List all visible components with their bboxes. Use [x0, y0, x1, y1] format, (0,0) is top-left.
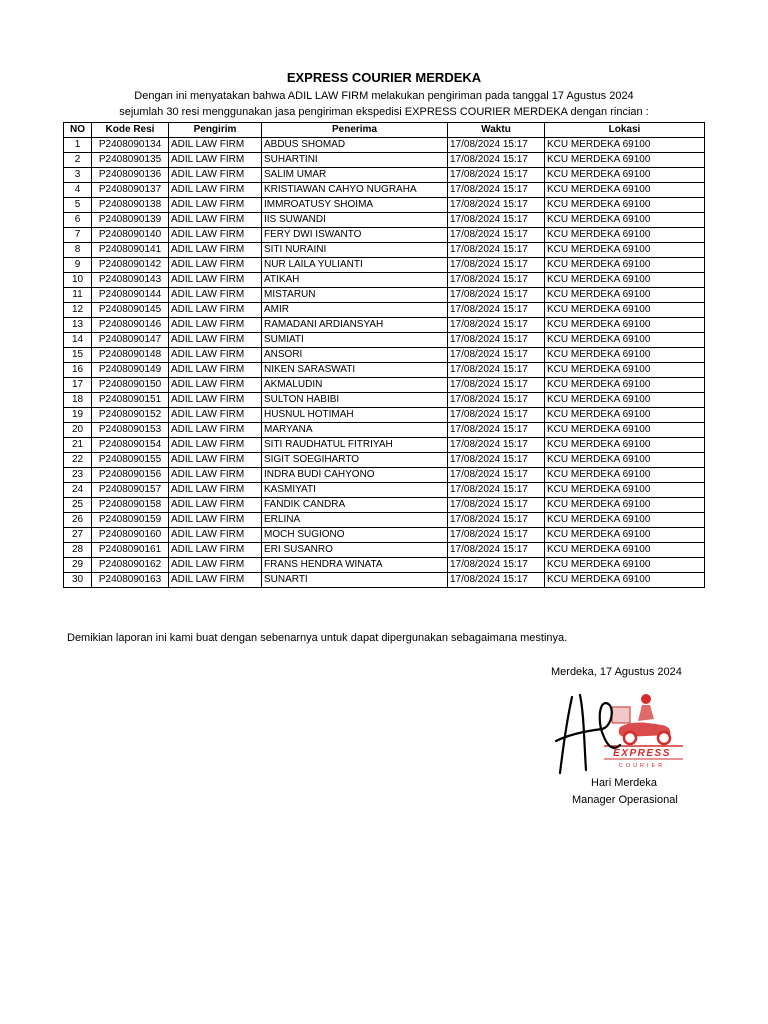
cell-waktu: 17/08/2024 15:17	[448, 303, 545, 318]
header-penerima: Penerima	[262, 123, 448, 138]
cell-kode: P2408090146	[92, 318, 169, 333]
cell-pengirim: ADIL LAW FIRM	[169, 153, 262, 168]
cell-kode: P2408090156	[92, 468, 169, 483]
cell-no: 12	[64, 303, 92, 318]
cell-no: 15	[64, 348, 92, 363]
table-row	[64, 438, 705, 453]
cell-lokasi: KCU MERDEKA 69100	[545, 528, 705, 543]
cell-waktu: 17/08/2024 15:17	[448, 543, 545, 558]
cell-kode: P2408090163	[92, 573, 169, 588]
cell-lokasi: KCU MERDEKA 69100	[545, 348, 705, 363]
cell-pengirim: ADIL LAW FIRM	[169, 258, 262, 273]
cell-no: 19	[64, 408, 92, 423]
shipment-table	[63, 122, 705, 588]
cell-no: 2	[64, 153, 92, 168]
cell-pengirim: ADIL LAW FIRM	[169, 513, 262, 528]
cell-kode: P2408090141	[92, 243, 169, 258]
cell-penerima: AMIR	[262, 303, 448, 318]
cell-penerima: SITI RAUDHATUL FITRIYAH	[262, 438, 448, 453]
cell-kode: P2408090149	[92, 363, 169, 378]
cell-penerima: SALIM UMAR	[262, 168, 448, 183]
rider-body-icon	[638, 705, 654, 721]
header-pengirim: Pengirim	[169, 123, 262, 138]
table-row	[64, 483, 705, 498]
cell-kode: P2408090145	[92, 303, 169, 318]
table-row	[64, 153, 705, 168]
cell-waktu: 17/08/2024 15:17	[448, 243, 545, 258]
cell-kode: P2408090161	[92, 543, 169, 558]
cell-waktu: 17/08/2024 15:17	[448, 423, 545, 438]
cell-no: 26	[64, 513, 92, 528]
cell-kode: P2408090144	[92, 288, 169, 303]
cell-no: 18	[64, 393, 92, 408]
table-row	[64, 348, 705, 363]
cell-lokasi: KCU MERDEKA 69100	[545, 363, 705, 378]
cell-waktu: 17/08/2024 15:17	[448, 258, 545, 273]
cell-penerima: IMMROATUSY SHOIMA	[262, 198, 448, 213]
cell-kode: P2408090150	[92, 378, 169, 393]
cell-no: 4	[64, 183, 92, 198]
cell-pengirim: ADIL LAW FIRM	[169, 183, 262, 198]
logo-tagline-text: COURIER	[618, 763, 666, 769]
cell-penerima: SUHARTINI	[262, 153, 448, 168]
cell-lokasi: KCU MERDEKA 69100	[545, 513, 705, 528]
signature-and-logo	[550, 685, 690, 775]
rider-head-icon	[641, 694, 651, 704]
cell-no: 16	[64, 363, 92, 378]
cell-no: 3	[64, 168, 92, 183]
table-row	[64, 243, 705, 258]
cell-waktu: 17/08/2024 15:17	[448, 168, 545, 183]
table-row	[64, 288, 705, 303]
cell-no: 6	[64, 213, 92, 228]
cell-pengirim: ADIL LAW FIRM	[169, 498, 262, 513]
cell-kode: P2408090152	[92, 408, 169, 423]
cell-lokasi: KCU MERDEKA 69100	[545, 393, 705, 408]
cell-pengirim: ADIL LAW FIRM	[169, 198, 262, 213]
document-title: EXPRESS COURIER MERDEKA	[286, 70, 482, 85]
cell-pengirim: ADIL LAW FIRM	[169, 243, 262, 258]
cell-kode: P2408090135	[92, 153, 169, 168]
cell-waktu: 17/08/2024 15:17	[448, 273, 545, 288]
cell-penerima: IIS SUWANDI	[262, 213, 448, 228]
cell-pengirim: ADIL LAW FIRM	[169, 423, 262, 438]
signer-title: Manager Operasional	[572, 794, 678, 806]
cell-lokasi: KCU MERDEKA 69100	[545, 303, 705, 318]
table-row	[64, 558, 705, 573]
cell-penerima: SIGIT SOEGIHARTO	[262, 453, 448, 468]
table-row	[64, 453, 705, 468]
cell-pengirim: ADIL LAW FIRM	[169, 378, 262, 393]
cell-no: 20	[64, 423, 92, 438]
cell-no: 24	[64, 483, 92, 498]
cell-lokasi: KCU MERDEKA 69100	[545, 153, 705, 168]
cell-no: 9	[64, 258, 92, 273]
cell-penerima: FANDIK CANDRA	[262, 498, 448, 513]
cell-no: 7	[64, 228, 92, 243]
cell-no: 27	[64, 528, 92, 543]
scooter-rear-wheel-icon	[624, 732, 636, 744]
table-row	[64, 378, 705, 393]
cell-waktu: 17/08/2024 15:17	[448, 468, 545, 483]
cell-kode: P2408090140	[92, 228, 169, 243]
table-row	[64, 573, 705, 588]
cell-pengirim: ADIL LAW FIRM	[169, 453, 262, 468]
cell-no: 23	[64, 468, 92, 483]
cell-waktu: 17/08/2024 15:17	[448, 183, 545, 198]
cell-kode: P2408090142	[92, 258, 169, 273]
place-date: Merdeka, 17 Agustus 2024	[551, 666, 682, 678]
cell-penerima: HUSNUL HOTIMAH	[262, 408, 448, 423]
cell-no: 5	[64, 198, 92, 213]
cell-penerima: ATIKAH	[262, 273, 448, 288]
cell-penerima: KRISTIAWAN CAHYO NUGRAHA	[262, 183, 448, 198]
scooter-front-wheel-icon	[658, 732, 670, 744]
cell-lokasi: KCU MERDEKA 69100	[545, 453, 705, 468]
cell-penerima: SULTON HABIBI	[262, 393, 448, 408]
table-row	[64, 213, 705, 228]
signer-name: Hari Merdeka	[591, 777, 658, 789]
cell-no: 29	[64, 558, 92, 573]
cell-lokasi: KCU MERDEKA 69100	[545, 423, 705, 438]
cell-lokasi: KCU MERDEKA 69100	[545, 558, 705, 573]
cell-penerima: MARYANA	[262, 423, 448, 438]
cell-pengirim: ADIL LAW FIRM	[169, 543, 262, 558]
table-row	[64, 138, 705, 153]
logo-brand-text: EXPRESS	[613, 748, 671, 759]
cell-kode: P2408090160	[92, 528, 169, 543]
cell-lokasi: KCU MERDEKA 69100	[545, 573, 705, 588]
cell-penerima: INDRA BUDI CAHYONO	[262, 468, 448, 483]
cell-pengirim: ADIL LAW FIRM	[169, 288, 262, 303]
cell-no: 17	[64, 378, 92, 393]
header-no: NO	[64, 123, 92, 138]
cell-pengirim: ADIL LAW FIRM	[169, 483, 262, 498]
table-row	[64, 198, 705, 213]
cell-lokasi: KCU MERDEKA 69100	[545, 243, 705, 258]
cell-lokasi: KCU MERDEKA 69100	[545, 183, 705, 198]
cell-waktu: 17/08/2024 15:17	[448, 198, 545, 213]
cell-penerima: ERI SUSANRO	[262, 543, 448, 558]
table-row	[64, 258, 705, 273]
cell-pengirim: ADIL LAW FIRM	[169, 408, 262, 423]
cell-waktu: 17/08/2024 15:17	[448, 408, 545, 423]
cell-lokasi: KCU MERDEKA 69100	[545, 333, 705, 348]
cell-lokasi: KCU MERDEKA 69100	[545, 378, 705, 393]
table-row	[64, 183, 705, 198]
cell-kode: P2408090147	[92, 333, 169, 348]
table-row	[64, 543, 705, 558]
cell-lokasi: KCU MERDEKA 69100	[545, 198, 705, 213]
cell-no: 13	[64, 318, 92, 333]
table-row	[64, 498, 705, 513]
signature-stamp-area	[550, 685, 690, 775]
cell-lokasi: KCU MERDEKA 69100	[545, 318, 705, 333]
cell-no: 8	[64, 243, 92, 258]
cell-lokasi: KCU MERDEKA 69100	[545, 438, 705, 453]
table-row	[64, 168, 705, 183]
cell-kode: P2408090159	[92, 513, 169, 528]
cell-waktu: 17/08/2024 15:17	[448, 228, 545, 243]
cell-no: 28	[64, 543, 92, 558]
cell-kode: P2408090136	[92, 168, 169, 183]
cell-lokasi: KCU MERDEKA 69100	[545, 228, 705, 243]
cell-kode: P2408090139	[92, 213, 169, 228]
cell-pengirim: ADIL LAW FIRM	[169, 468, 262, 483]
cell-kode: P2408090151	[92, 393, 169, 408]
cell-waktu: 17/08/2024 15:17	[448, 378, 545, 393]
header-lokasi: Lokasi	[545, 123, 705, 138]
cell-kode: P2408090154	[92, 438, 169, 453]
cell-pengirim: ADIL LAW FIRM	[169, 333, 262, 348]
cell-lokasi: KCU MERDEKA 69100	[545, 213, 705, 228]
cell-penerima: ERLINA	[262, 513, 448, 528]
cell-penerima: SUNARTI	[262, 573, 448, 588]
intro-line-2: sejumlah 30 resi menggunakan jasa pengiriman ekspedisi EXPRESS COURIER MERDEKA dengan rincian :	[119, 106, 649, 118]
cell-waktu: 17/08/2024 15:17	[448, 363, 545, 378]
cell-lokasi: KCU MERDEKA 69100	[545, 273, 705, 288]
cell-pengirim: ADIL LAW FIRM	[169, 348, 262, 363]
cell-waktu: 17/08/2024 15:17	[448, 453, 545, 468]
cell-pengirim: ADIL LAW FIRM	[169, 213, 262, 228]
closing-statement: Demikian laporan ini kami buat dengan sebenarnya untuk dapat dipergunakan sebagaimana mestinya.	[67, 632, 568, 644]
table-row	[64, 333, 705, 348]
table-row	[64, 393, 705, 408]
cell-lokasi: KCU MERDEKA 69100	[545, 543, 705, 558]
table-row	[64, 228, 705, 243]
cell-no: 25	[64, 498, 92, 513]
cell-penerima: KASMIYATI	[262, 483, 448, 498]
cell-penerima: NIKEN SARASWATI	[262, 363, 448, 378]
cell-no: 14	[64, 333, 92, 348]
table-row	[64, 468, 705, 483]
cell-waktu: 17/08/2024 15:17	[448, 138, 545, 153]
table-row	[64, 318, 705, 333]
cell-lokasi: KCU MERDEKA 69100	[545, 468, 705, 483]
cell-kode: P2408090137	[92, 183, 169, 198]
cell-pengirim: ADIL LAW FIRM	[169, 303, 262, 318]
table-row	[64, 273, 705, 288]
cell-kode: P2408090143	[92, 273, 169, 288]
table-row	[64, 303, 705, 318]
cell-kode: P2408090138	[92, 198, 169, 213]
cell-waktu: 17/08/2024 15:17	[448, 348, 545, 363]
cell-waktu: 17/08/2024 15:17	[448, 483, 545, 498]
express-courier-logo	[604, 694, 683, 769]
cell-waktu: 17/08/2024 15:17	[448, 558, 545, 573]
cell-penerima: ANSORI	[262, 348, 448, 363]
table-row	[64, 408, 705, 423]
cell-lokasi: KCU MERDEKA 69100	[545, 288, 705, 303]
cell-penerima: FERY DWI ISWANTO	[262, 228, 448, 243]
cell-waktu: 17/08/2024 15:17	[448, 498, 545, 513]
table-body	[64, 138, 705, 588]
cell-pengirim: ADIL LAW FIRM	[169, 438, 262, 453]
cell-penerima: MOCH SUGIONO	[262, 528, 448, 543]
cell-waktu: 17/08/2024 15:17	[448, 393, 545, 408]
cell-kode: P2408090162	[92, 558, 169, 573]
cell-pengirim: ADIL LAW FIRM	[169, 318, 262, 333]
table-row	[64, 423, 705, 438]
cell-kode: P2408090153	[92, 423, 169, 438]
cell-penerima: NUR LAILA YULIANTI	[262, 258, 448, 273]
cell-penerima: FRANS HENDRA WINATA	[262, 558, 448, 573]
cell-pengirim: ADIL LAW FIRM	[169, 273, 262, 288]
cell-kode: P2408090157	[92, 483, 169, 498]
header-kode-resi: Kode Resi	[92, 123, 169, 138]
parcel-box-icon	[612, 707, 630, 723]
cell-waktu: 17/08/2024 15:17	[448, 573, 545, 588]
table-row	[64, 363, 705, 378]
cell-waktu: 17/08/2024 15:17	[448, 513, 545, 528]
table-row	[64, 513, 705, 528]
cell-kode: P2408090148	[92, 348, 169, 363]
cell-kode: P2408090134	[92, 138, 169, 153]
cell-penerima: AKMALUDIN	[262, 378, 448, 393]
cell-lokasi: KCU MERDEKA 69100	[545, 138, 705, 153]
cell-no: 22	[64, 453, 92, 468]
cell-no: 30	[64, 573, 92, 588]
cell-pengirim: ADIL LAW FIRM	[169, 168, 262, 183]
cell-waktu: 17/08/2024 15:17	[448, 213, 545, 228]
cell-penerima: SITI NURAINI	[262, 243, 448, 258]
cell-waktu: 17/08/2024 15:17	[448, 528, 545, 543]
cell-pengirim: ADIL LAW FIRM	[169, 558, 262, 573]
cell-penerima: RAMADANI ARDIANSYAH	[262, 318, 448, 333]
cell-no: 11	[64, 288, 92, 303]
cell-lokasi: KCU MERDEKA 69100	[545, 258, 705, 273]
cell-penerima: ABDUS SHOMAD	[262, 138, 448, 153]
cell-no: 1	[64, 138, 92, 153]
cell-kode: P2408090158	[92, 498, 169, 513]
cell-no: 10	[64, 273, 92, 288]
cell-lokasi: KCU MERDEKA 69100	[545, 408, 705, 423]
cell-kode: P2408090155	[92, 453, 169, 468]
cell-pengirim: ADIL LAW FIRM	[169, 573, 262, 588]
cell-penerima: SUMIATI	[262, 333, 448, 348]
cell-pengirim: ADIL LAW FIRM	[169, 228, 262, 243]
cell-waktu: 17/08/2024 15:17	[448, 438, 545, 453]
cell-pengirim: ADIL LAW FIRM	[169, 138, 262, 153]
cell-waktu: 17/08/2024 15:17	[448, 288, 545, 303]
cell-lokasi: KCU MERDEKA 69100	[545, 483, 705, 498]
cell-penerima: MISTARUN	[262, 288, 448, 303]
table-header-row	[64, 123, 705, 138]
handwritten-signature	[556, 695, 620, 773]
cell-pengirim: ADIL LAW FIRM	[169, 393, 262, 408]
cell-lokasi: KCU MERDEKA 69100	[545, 498, 705, 513]
cell-waktu: 17/08/2024 15:17	[448, 153, 545, 168]
cell-waktu: 17/08/2024 15:17	[448, 333, 545, 348]
cell-pengirim: ADIL LAW FIRM	[169, 363, 262, 378]
header-waktu: Waktu	[448, 123, 545, 138]
table-row	[64, 528, 705, 543]
intro-line-1: Dengan ini menyatakan bahwa ADIL LAW FIRM melakukan pengiriman pada tanggal 17 Agustus 2024	[134, 90, 634, 102]
cell-no: 21	[64, 438, 92, 453]
cell-waktu: 17/08/2024 15:17	[448, 318, 545, 333]
cell-pengirim: ADIL LAW FIRM	[169, 528, 262, 543]
cell-lokasi: KCU MERDEKA 69100	[545, 168, 705, 183]
